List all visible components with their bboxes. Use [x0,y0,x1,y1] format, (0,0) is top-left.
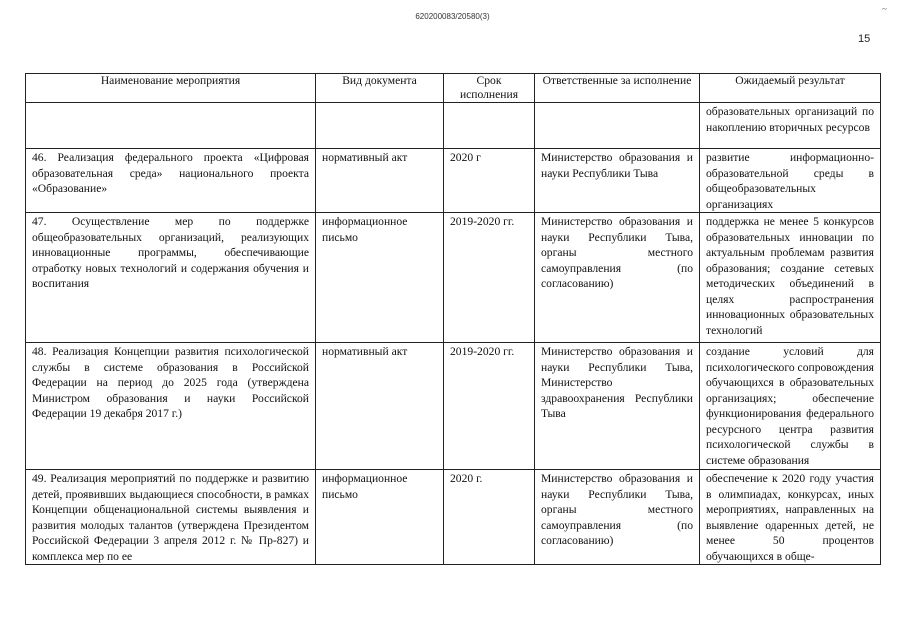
table-row [26,470,881,565]
cell-term: 2020 г. [444,470,535,565]
column-header-responsible: Ответственные за исполнение [535,74,700,103]
column-header-result: Ожидаемый результат [700,74,881,103]
cell-name: 47. Осуществление мер по поддержке общеобразовательных организаций, реализующих инновационные программы, обеспечивающие отработку новых технологий и содержания обучения и воспитания [26,213,316,343]
page-number: 15 [858,33,871,45]
cell-responsible: Министерство образования и науки Республики Тыва [535,149,700,213]
cell-name: 46. Реализация федерального проекта «Цифровая образовательная среда» национального проекта «Образование» [26,149,316,213]
table-row [26,343,881,470]
cell-result: развитие информационно-образовательной среды в общеобразовательных организациях [700,149,881,213]
measures-table [25,73,881,565]
table-row [26,103,881,149]
cell-result: образовательных организаций по накоплению вторичных ресурсов [700,103,881,149]
cell-doc-type: нормативный акт [316,343,444,470]
cell-term: 2019-2020 гг. [444,343,535,470]
cell-responsible: Министерство образования и науки Республики Тыва, Министерство здравоохранения Республики Тыва [535,343,700,470]
column-header-doc-type: Вид документа [316,74,444,103]
column-header-name: Наименование мероприятия [26,74,316,103]
cell-result: обеспечение к 2020 году участия в олимпиадах, конкурсах, иных мероприятиях, направленных на выявление одаренных детей, не менее 50 процентов обучающихся в обще- [700,470,881,565]
cell-result: поддержка не менее 5 конкурсов образовательных инновации по актуальным проблемам развития образования; создание сетевых методических объединений в целях распространения инновационных образовательных технологий [700,213,881,343]
cell-name: 49. Реализация мероприятий по поддержке и развитию детей, проявивших выдающиеся способности, в рамках Концепции общенациональной системы выявления и развития молодых талантов (утверждена Президентом Российской Федерации 3 апреля 2012 г. № Пр-827) и комплекса мер по ее [26,470,316,565]
cell-term [444,103,535,149]
cell-name: 48. Реализация Концепции развития психологической службы в системе образования в Российской Федерации на период до 2025 года (утверждена Министром образования и науки Российской Федерации 19 декабря 2017 г.) [26,343,316,470]
cell-doc-type [316,103,444,149]
cell-doc-type: информационное письмо [316,213,444,343]
cell-doc-type: информационное письмо [316,470,444,565]
cell-responsible: Министерство образования и науки Республики Тыва, органы местного самоуправления (по согласованию) [535,470,700,565]
table-row [26,213,881,343]
cell-doc-type: нормативный акт [316,149,444,213]
document-id: 620200083/20580(3) [415,12,490,21]
column-header-term: Срок исполнения [444,74,535,103]
table-header-row [26,74,881,103]
cell-responsible [535,103,700,149]
cell-term: 2019-2020 гг. [444,213,535,343]
cell-responsible: Министерство образования и науки Республики Тыва, органы местного самоуправления (по согласованию) [535,213,700,343]
corner-mark: ~ [882,4,887,14]
cell-name [26,103,316,149]
cell-term: 2020 г [444,149,535,213]
cell-result: создание условий для психологического сопровождения обучающихся в образовательных организациях; обеспечение функционирования федерального ресурсного центра развития психологической службы в системе образования [700,343,881,470]
table-row [26,149,881,213]
